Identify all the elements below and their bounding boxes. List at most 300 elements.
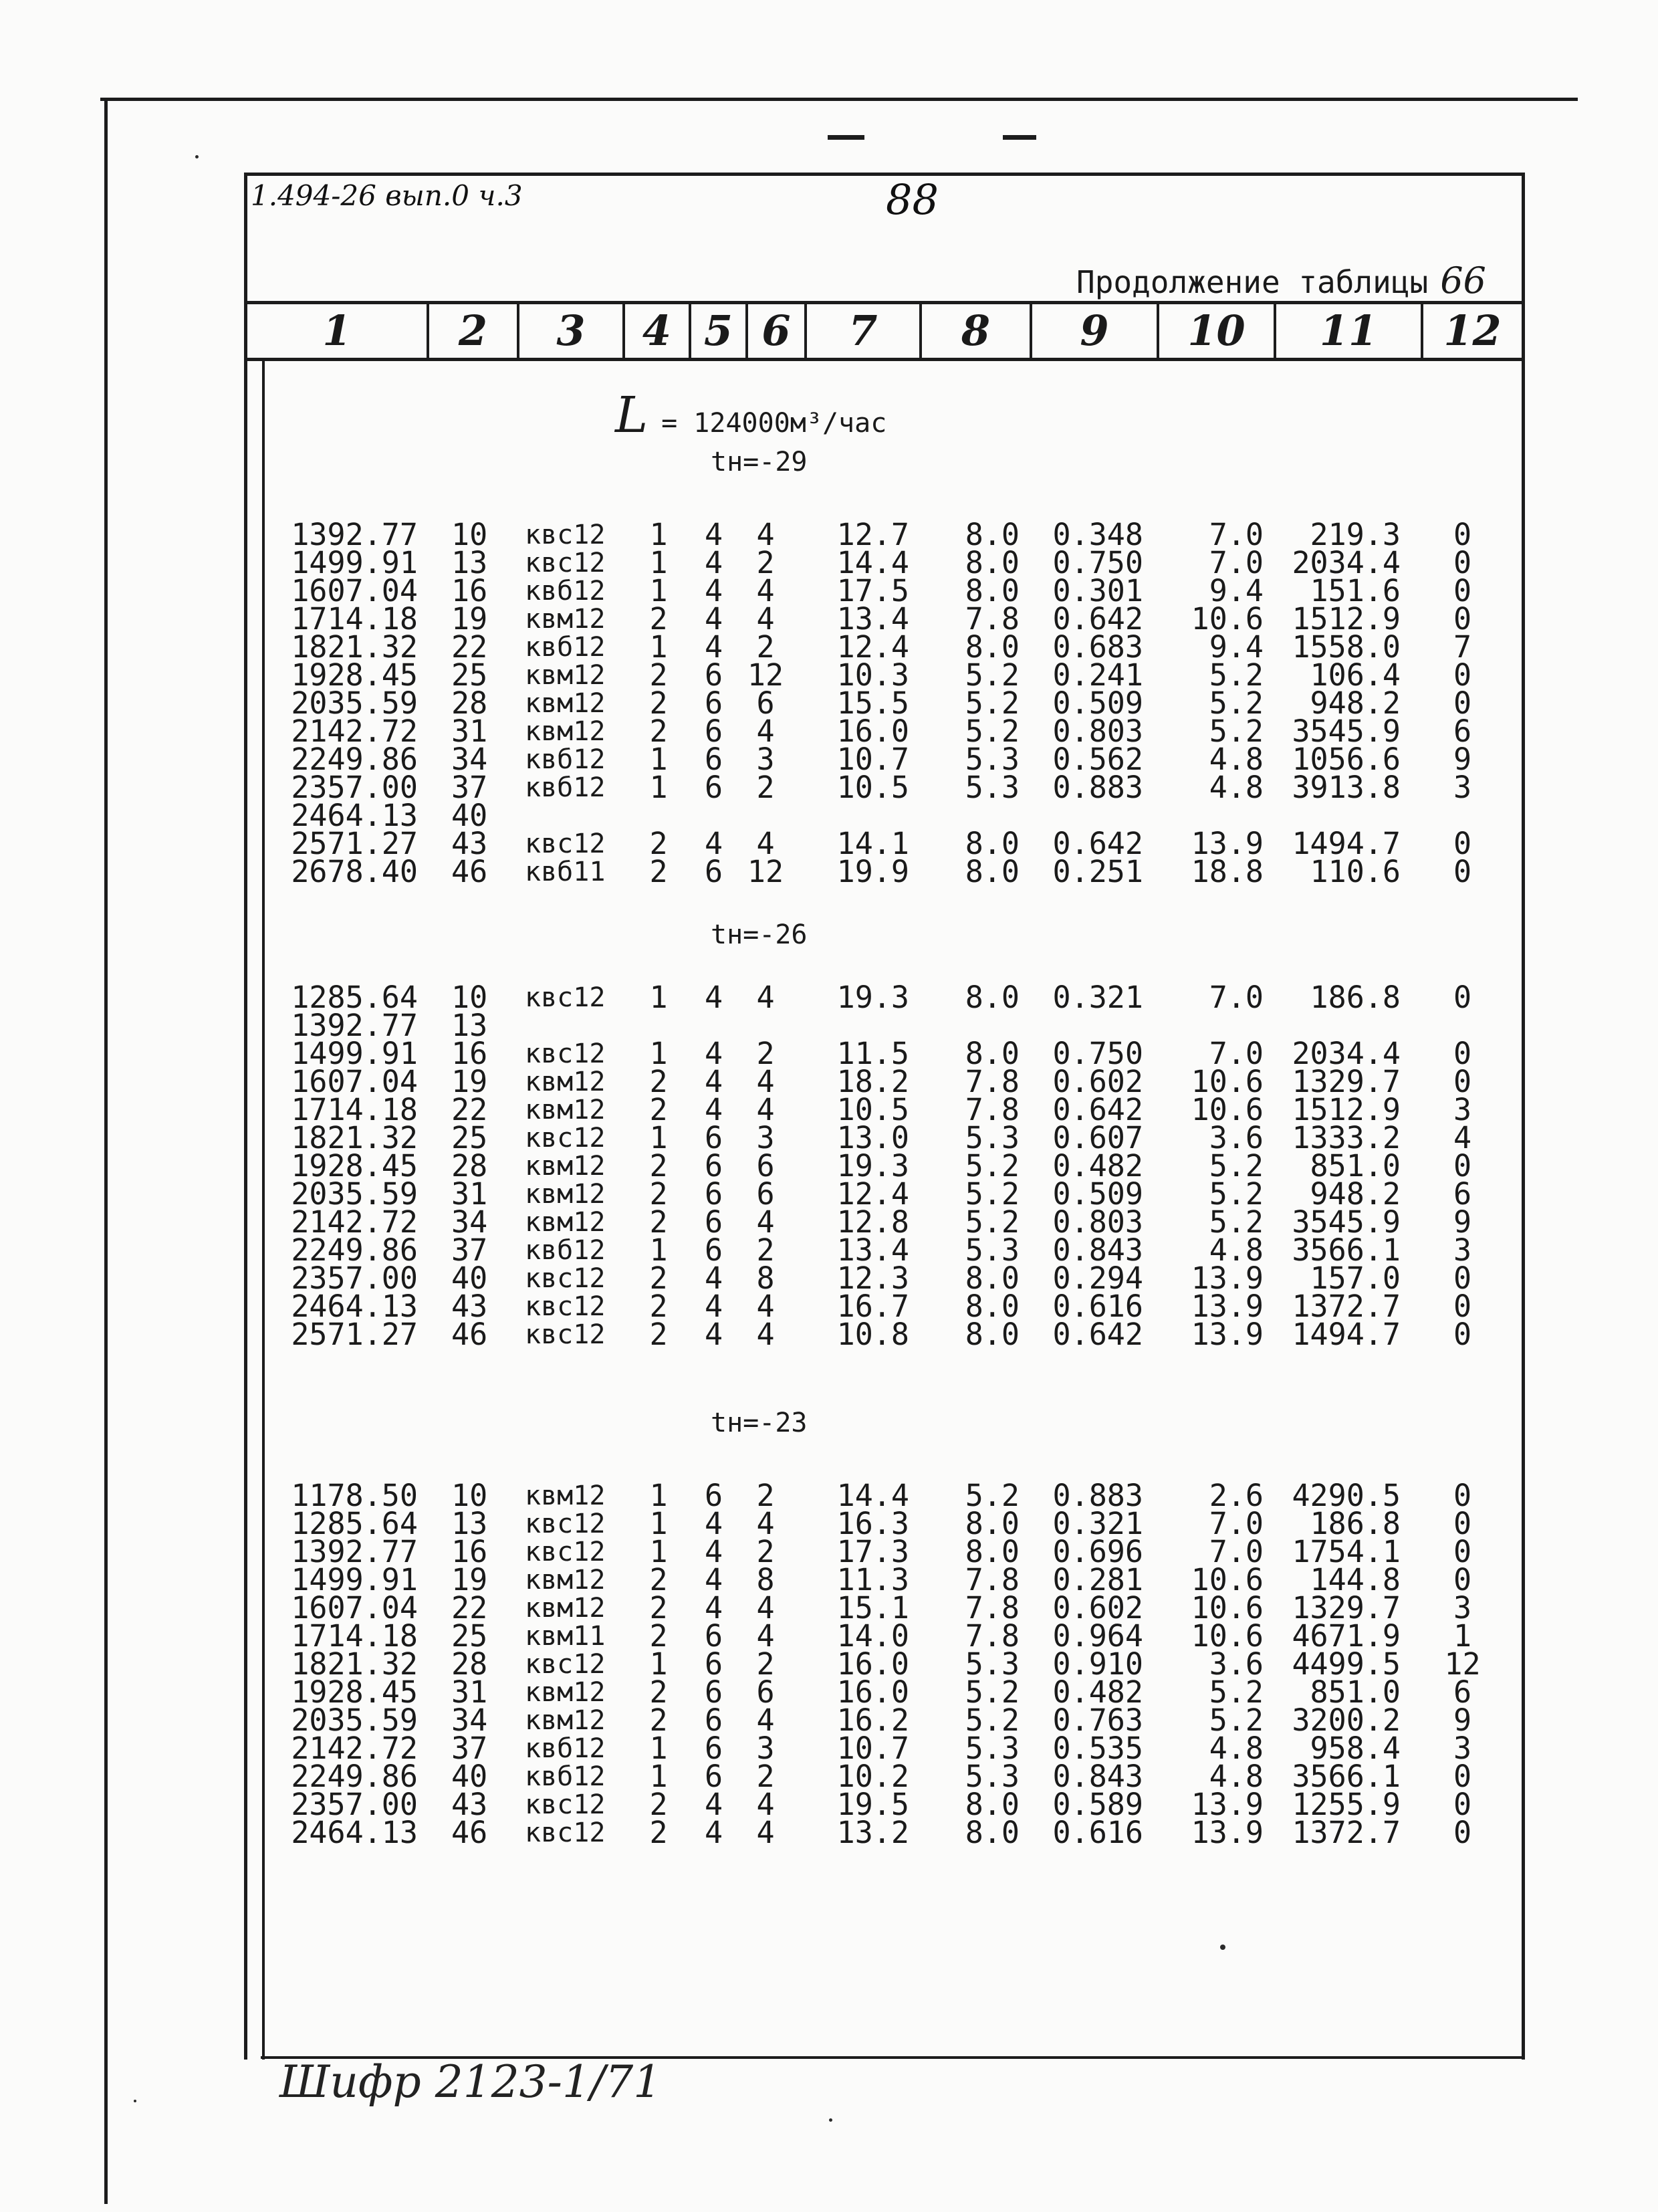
table-cell-col-3: квс12 <box>525 1123 606 1153</box>
table-cell-col-9: 0.642 <box>1052 1092 1143 1127</box>
column-header-11: 11 <box>1319 306 1378 355</box>
continuation-text: Продолжение таблицы <box>1076 264 1429 300</box>
table-cell-col-2: 34 <box>451 1204 488 1240</box>
table-cell-col-9: 0.964 <box>1052 1618 1143 1654</box>
table-cell-col-1: 1714.18 <box>291 1618 418 1654</box>
table-cell-col-8: 8.0 <box>965 573 1020 609</box>
table-cell-col-10: 10.6 <box>1191 1590 1264 1626</box>
table-cell-col-12: 0 <box>1453 685 1472 721</box>
table-cell-col-7: 14.1 <box>836 826 909 861</box>
table-cell-col-6: 3 <box>756 1731 775 1766</box>
table-cell-col-12: 6 <box>1453 1674 1472 1710</box>
table-cell-col-8: 5.2 <box>965 1148 1020 1184</box>
table-cell-col-5: 6 <box>704 1646 723 1682</box>
footer-cipher: Шифр 2123-1/71 <box>279 2056 662 2108</box>
table-cell-col-3: квм12 <box>525 660 606 691</box>
table-cell-col-10: 3.6 <box>1209 1120 1264 1155</box>
column-header-4: 4 <box>642 306 672 355</box>
table-cell-col-12: 3 <box>1453 1731 1472 1766</box>
table-cell-col-11: 3566.1 <box>1292 1759 1401 1794</box>
table-cell-col-10: 7.0 <box>1209 517 1264 552</box>
table-cell-col-6: 3 <box>756 1120 775 1155</box>
table-cell-col-5: 4 <box>704 1506 723 1541</box>
table-cell-col-11: 110.6 <box>1310 854 1401 889</box>
table-cell-col-9: 0.750 <box>1052 1036 1143 1071</box>
table-cell-col-9: 0.301 <box>1052 573 1143 609</box>
table-cell-col-2: 34 <box>451 1702 488 1738</box>
table-cell-col-11: 1255.9 <box>1292 1787 1401 1822</box>
table-cell-col-7: 17.3 <box>836 1534 909 1569</box>
table-cell-col-8: 5.3 <box>965 1646 1020 1682</box>
table-cell-col-11: 851.0 <box>1310 1148 1401 1184</box>
table-cell-col-9: 0.883 <box>1052 770 1143 805</box>
column-header-6: 6 <box>761 306 791 355</box>
table-cell-col-3: квм12 <box>525 604 606 635</box>
table-cell-col-2: 10 <box>451 980 488 1015</box>
table-cell-col-2: 37 <box>451 770 488 805</box>
table-cell-col-8: 5.3 <box>965 1759 1020 1794</box>
table-cell-col-2: 43 <box>451 826 488 861</box>
table-cell-col-6: 8 <box>756 1260 775 1296</box>
table-cell-col-11: 1512.9 <box>1292 601 1401 637</box>
table-cell-col-6: 2 <box>756 629 775 665</box>
table-cell-col-3: квс12 <box>525 982 606 1013</box>
table-cell-col-9: 0.602 <box>1052 1590 1143 1626</box>
table-cell-col-12: 0 <box>1453 1787 1472 1822</box>
table-cell-col-5: 6 <box>704 685 723 721</box>
table-cell-col-4: 1 <box>649 1478 668 1513</box>
table-cell-col-12: 0 <box>1453 1534 1472 1569</box>
table-cell-col-10: 7.0 <box>1209 980 1264 1015</box>
table-cell-col-5: 6 <box>704 1478 723 1513</box>
table-cell-col-6: 2 <box>756 545 775 580</box>
table-cell-col-9: 0.321 <box>1052 980 1143 1015</box>
table-cell-col-7: 16.7 <box>836 1289 909 1324</box>
table-cell-col-12: 9 <box>1453 742 1472 777</box>
table-cell-col-5: 6 <box>704 770 723 805</box>
table-cell-col-9: 0.589 <box>1052 1787 1143 1822</box>
table-cell-col-8: 8.0 <box>965 1036 1020 1071</box>
table-cell-col-8: 8.0 <box>965 1506 1020 1541</box>
table-cell-col-12: 0 <box>1453 1036 1472 1071</box>
table-cell-col-10: 5.2 <box>1209 1674 1264 1710</box>
page-top-rule <box>100 98 1578 101</box>
table-cell-col-10: 10.6 <box>1191 1618 1264 1654</box>
table-cell-col-11: 157.0 <box>1310 1260 1401 1296</box>
table-cell-col-2: 19 <box>451 1064 488 1099</box>
table-cell-col-11: 3913.8 <box>1292 770 1401 805</box>
table-cell-col-6: 4 <box>756 826 775 861</box>
table-cell-col-11: 1754.1 <box>1292 1534 1401 1569</box>
table-cell-col-6: 6 <box>756 685 775 721</box>
table-cell-col-12: 0 <box>1453 1759 1472 1794</box>
table-cell-col-4: 1 <box>649 1731 668 1766</box>
table-cell-col-7: 10.2 <box>836 1759 909 1794</box>
table-cell-col-6: 2 <box>756 1478 775 1513</box>
table-cell-col-2: 25 <box>451 1618 488 1654</box>
table-cell-col-3: квм12 <box>525 1095 606 1125</box>
table-cell-col-5: 6 <box>704 1204 723 1240</box>
table-cell-col-4: 2 <box>649 1260 668 1296</box>
table-cell-col-8: 8.0 <box>965 629 1020 665</box>
table-cell-col-4: 1 <box>649 1120 668 1155</box>
table-cell-col-8: 7.8 <box>965 1064 1020 1099</box>
table-cell-col-9: 0.348 <box>1052 517 1143 552</box>
table-cell-col-2: 28 <box>451 1148 488 1184</box>
table-cell-col-10: 5.2 <box>1209 1702 1264 1738</box>
table-cell-col-12: 3 <box>1453 1232 1472 1268</box>
table-cell-col-12: 6 <box>1453 1176 1472 1212</box>
table-cell-col-12: 12 <box>1444 1646 1481 1682</box>
table-cell-col-10: 13.9 <box>1191 1815 1264 1850</box>
table-cell-col-10: 9.4 <box>1209 573 1264 609</box>
table-cell-col-8: 8.0 <box>965 1815 1020 1850</box>
table-cell-col-2: 31 <box>451 1176 488 1212</box>
section-label: tн=-26 <box>711 919 808 950</box>
table-cell-col-6: 4 <box>756 1618 775 1654</box>
table-cell-col-5: 4 <box>704 980 723 1015</box>
table-cell-col-9: 0.241 <box>1052 657 1143 693</box>
table-cell-col-10: 13.9 <box>1191 1260 1264 1296</box>
table-cell-col-4: 1 <box>649 573 668 609</box>
table-cell-col-9: 0.602 <box>1052 1064 1143 1099</box>
table-cell-col-2: 43 <box>451 1787 488 1822</box>
table-cell-col-8: 7.8 <box>965 1590 1020 1626</box>
table-cell-col-7: 11.5 <box>836 1036 909 1071</box>
table-cell-col-2: 13 <box>451 1506 488 1541</box>
table-cell-col-9: 0.562 <box>1052 742 1143 777</box>
table-cell-col-9: 0.482 <box>1052 1674 1143 1710</box>
table-cell-col-8: 8.0 <box>965 1289 1020 1324</box>
table-cell-col-11: 3566.1 <box>1292 1232 1401 1268</box>
table-cell-col-2: 10 <box>451 1478 488 1513</box>
table-cell-col-8: 7.8 <box>965 1562 1020 1597</box>
table-cell-col-4: 2 <box>649 1787 668 1822</box>
table-cell-col-12: 7 <box>1453 629 1472 665</box>
table-cell-col-12: 0 <box>1453 1148 1472 1184</box>
table-cell-col-12: 0 <box>1453 1562 1472 1597</box>
table-cell-col-12: 3 <box>1453 1092 1472 1127</box>
table-cell-col-3: квм12 <box>525 1677 606 1708</box>
table-cell-col-3: квс12 <box>525 828 606 859</box>
table-cell-col-12: 4 <box>1453 1120 1472 1155</box>
table-cell-col-1: 1607.04 <box>291 573 418 609</box>
document-reference: 1.494-26 вып.0 ч.3 <box>251 179 523 212</box>
table-cell-col-1: 2464.13 <box>291 1815 418 1850</box>
table-cell-col-6: 4 <box>756 1064 775 1099</box>
table-cell-col-6: 4 <box>756 601 775 637</box>
section-label: tн=-29 <box>711 447 808 477</box>
table-cell-col-9: 0.750 <box>1052 545 1143 580</box>
table-cell-col-7: 15.5 <box>836 685 909 721</box>
column-header-9: 9 <box>1080 306 1109 355</box>
table-top-border <box>244 173 1524 176</box>
table-cell-col-1: 2249.86 <box>291 1232 418 1268</box>
table-cell-col-1: 1928.45 <box>291 1148 418 1184</box>
table-cell-col-2: 46 <box>451 1815 488 1850</box>
table-cell-col-1: 2142.72 <box>291 1731 418 1766</box>
table-cell-col-3: квм12 <box>525 1179 606 1210</box>
table-cell-col-6: 6 <box>756 1148 775 1184</box>
table-cell-col-2: 40 <box>451 1759 488 1794</box>
table-cell-col-9: 0.883 <box>1052 1478 1143 1513</box>
table-number: 66 <box>1440 259 1486 302</box>
table-cell-col-5: 6 <box>704 1618 723 1654</box>
table-cell-col-4: 2 <box>649 854 668 889</box>
table-cell-col-2: 46 <box>451 854 488 889</box>
column-header-12: 12 <box>1443 306 1502 355</box>
table-cell-col-11: 1329.7 <box>1292 1064 1401 1099</box>
table-cell-col-7: 16.3 <box>836 1506 909 1541</box>
scan-speck <box>829 2118 832 2122</box>
column-header-5: 5 <box>703 306 733 355</box>
table-cell-col-1: 2249.86 <box>291 742 418 777</box>
table-cell-col-1: 1714.18 <box>291 1092 418 1127</box>
table-cell-col-8: 5.2 <box>965 1674 1020 1710</box>
column-header-10: 10 <box>1187 306 1246 355</box>
table-cell-col-2: 16 <box>451 1534 488 1569</box>
table-cell-col-10: 18.8 <box>1191 854 1264 889</box>
table-cell-col-5: 6 <box>704 657 723 693</box>
table-cell-col-8: 5.2 <box>965 1478 1020 1513</box>
table-cell-col-9: 0.281 <box>1052 1562 1143 1597</box>
table-cell-col-4: 2 <box>649 1176 668 1212</box>
table-cell-col-8: 5.3 <box>965 1120 1020 1155</box>
table-cell-col-9: 0.803 <box>1052 1204 1143 1240</box>
table-cell-col-4: 2 <box>649 713 668 749</box>
table-cell-col-6: 3 <box>756 742 775 777</box>
table-cell-col-11: 1056.6 <box>1292 742 1401 777</box>
table-cell-col-11: 1333.2 <box>1292 1120 1401 1155</box>
table-cell-col-10: 5.2 <box>1209 1204 1264 1240</box>
table-cell-col-10: 4.8 <box>1209 1232 1264 1268</box>
table-cell-col-8: 5.3 <box>965 742 1020 777</box>
table-cell-col-11: 1512.9 <box>1292 1092 1401 1127</box>
table-cell-col-2: 37 <box>451 1232 488 1268</box>
table-cell-col-4: 2 <box>649 1702 668 1738</box>
table-cell-col-1: 2464.13 <box>291 1289 418 1324</box>
table-cell-col-8: 7.8 <box>965 601 1020 637</box>
table-cell-col-12: 0 <box>1453 657 1472 693</box>
column-header-3: 3 <box>556 306 586 355</box>
table-cell-col-7: 10.8 <box>836 1317 909 1352</box>
column-header-7: 7 <box>848 306 878 355</box>
table-cell-col-12: 3 <box>1453 770 1472 805</box>
table-cell-col-10: 13.9 <box>1191 1317 1264 1352</box>
table-cell-col-1: 2035.59 <box>291 1176 418 1212</box>
mark-dash-right <box>1003 135 1036 140</box>
table-cell-col-8: 5.3 <box>965 1232 1020 1268</box>
table-cell-col-6: 8 <box>756 1562 775 1597</box>
table-cell-col-4: 2 <box>649 1590 668 1626</box>
table-cell-col-4: 1 <box>649 1534 668 1569</box>
table-cell-col-9: 0.616 <box>1052 1289 1143 1324</box>
table-cell-col-6: 4 <box>756 1289 775 1324</box>
table-cell-col-5: 6 <box>704 1759 723 1794</box>
table-cell-col-1: 1928.45 <box>291 1674 418 1710</box>
table-cell-col-1: 1285.64 <box>291 980 418 1015</box>
table-cell-col-7: 12.8 <box>836 1204 909 1240</box>
table-cell-col-5: 4 <box>704 573 723 609</box>
table-cell-col-10: 7.0 <box>1209 1534 1264 1569</box>
table-cell-col-4: 2 <box>649 657 668 693</box>
table-cell-col-8: 5.3 <box>965 770 1020 805</box>
table-cell-col-6: 4 <box>756 573 775 609</box>
table-cell-col-5: 4 <box>704 1092 723 1127</box>
table-cell-col-11: 151.6 <box>1310 573 1401 609</box>
table-cell-col-1: 1285.64 <box>291 1506 418 1541</box>
table-cell-col-7: 13.0 <box>836 1120 909 1155</box>
table-cell-col-3: квм12 <box>525 1705 606 1736</box>
table-cell-col-1: 1392.77 <box>291 1008 418 1043</box>
table-cell-col-5: 4 <box>704 1534 723 1569</box>
table-cell-col-6: 4 <box>756 1317 775 1352</box>
table-cell-col-9: 0.509 <box>1052 685 1143 721</box>
table-cell-col-10: 4.8 <box>1209 1759 1264 1794</box>
table-cell-col-4: 2 <box>649 1148 668 1184</box>
table-right-border <box>1522 173 1525 2060</box>
table-cell-col-9: 0.251 <box>1052 854 1143 889</box>
table-cell-col-5: 4 <box>704 1064 723 1099</box>
table-cell-col-1: 1499.91 <box>291 1562 418 1597</box>
table-cell-col-2: 28 <box>451 1646 488 1682</box>
table-cell-col-3: квс12 <box>525 1319 606 1350</box>
table-cell-col-1: 2249.86 <box>291 1759 418 1794</box>
table-cell-col-6: 4 <box>756 1815 775 1850</box>
header-row-bottom-rule <box>244 358 1524 361</box>
table-cell-col-9: 0.294 <box>1052 1260 1143 1296</box>
table-cell-col-6: 4 <box>756 517 775 552</box>
table-cell-col-7: 14.0 <box>836 1618 909 1654</box>
table-cell-col-10: 5.2 <box>1209 1148 1264 1184</box>
table-cell-col-4: 2 <box>649 826 668 861</box>
table-cell-col-10: 10.6 <box>1191 1562 1264 1597</box>
table-cell-col-8: 8.0 <box>965 1260 1020 1296</box>
table-cell-col-2: 22 <box>451 629 488 665</box>
table-cell-col-5: 6 <box>704 1120 723 1155</box>
table-cell-col-3: квм12 <box>525 688 606 719</box>
table-cell-col-3: квб11 <box>525 857 606 887</box>
table-cell-col-7: 16.2 <box>836 1702 909 1738</box>
table-cell-col-7: 19.5 <box>836 1787 909 1822</box>
table-cell-col-12: 0 <box>1453 854 1472 889</box>
table-cell-col-6: 6 <box>756 1176 775 1212</box>
table-cell-col-1: 1821.32 <box>291 1120 418 1155</box>
table-cell-col-10: 10.6 <box>1191 1064 1264 1099</box>
table-cell-col-7: 14.4 <box>836 1478 909 1513</box>
table-cell-col-3: квм12 <box>525 1480 606 1511</box>
table-cell-col-7: 12.4 <box>836 1176 909 1212</box>
table-cell-col-12: 0 <box>1453 573 1472 609</box>
table-cell-col-2: 28 <box>451 685 488 721</box>
table-cell-col-5: 6 <box>704 854 723 889</box>
table-cell-col-10: 9.4 <box>1209 629 1264 665</box>
table-cell-col-1: 1714.18 <box>291 601 418 637</box>
section-label: tн=-23 <box>711 1408 808 1438</box>
table-cell-col-1: 2571.27 <box>291 826 418 861</box>
table-cell-col-3: квм12 <box>525 1067 606 1097</box>
table-cell-col-10: 13.9 <box>1191 826 1264 861</box>
scan-speck <box>134 2100 136 2102</box>
table-cell-col-8: 8.0 <box>965 854 1020 889</box>
table-cell-col-12: 0 <box>1453 980 1472 1015</box>
table-cell-col-5: 4 <box>704 1787 723 1822</box>
table-cell-col-8: 8.0 <box>965 1787 1020 1822</box>
table-cell-col-7: 12.4 <box>836 629 909 665</box>
table-cell-col-1: 2142.72 <box>291 1204 418 1240</box>
table-cell-col-10: 3.6 <box>1209 1646 1264 1682</box>
table-cell-col-4: 1 <box>649 1036 668 1071</box>
table-cell-col-10: 5.2 <box>1209 713 1264 749</box>
table-cell-col-11: 948.2 <box>1310 685 1401 721</box>
table-cell-col-8: 5.3 <box>965 1731 1020 1766</box>
table-cell-col-5: 4 <box>704 1260 723 1296</box>
table-cell-col-5: 4 <box>704 1590 723 1626</box>
table-cell-col-6: 6 <box>756 1674 775 1710</box>
table-cell-col-7: 17.5 <box>836 573 909 609</box>
table-cell-col-7: 19.3 <box>836 980 909 1015</box>
table-cell-col-1: 2035.59 <box>291 1702 418 1738</box>
table-cell-col-12: 0 <box>1453 1815 1472 1850</box>
table-cell-col-4: 1 <box>649 1232 668 1268</box>
table-cell-col-12: 3 <box>1453 1590 1472 1626</box>
table-cell-col-5: 6 <box>704 1702 723 1738</box>
table-cell-col-1: 1821.32 <box>291 629 418 665</box>
table-cell-col-11: 4499.5 <box>1292 1646 1401 1682</box>
flow-value: = 124000м³/час <box>661 408 887 439</box>
table-cell-col-1: 1821.32 <box>291 1646 418 1682</box>
table-cell-col-8: 8.0 <box>965 517 1020 552</box>
table-cell-col-4: 2 <box>649 601 668 637</box>
table-cell-col-5: 4 <box>704 517 723 552</box>
table-cell-col-3: квм11 <box>525 1621 606 1652</box>
table-cell-col-1: 1499.91 <box>291 1036 418 1071</box>
table-cell-col-4: 2 <box>649 1562 668 1597</box>
table-cell-col-9: 0.607 <box>1052 1120 1143 1155</box>
table-cell-col-5: 6 <box>704 1232 723 1268</box>
table-cell-col-10: 4.8 <box>1209 742 1264 777</box>
table-cell-col-1: 2142.72 <box>291 713 418 749</box>
table-cell-col-9: 0.509 <box>1052 1176 1143 1212</box>
table-cell-col-1: 1499.91 <box>291 545 418 580</box>
table-cell-col-9: 0.642 <box>1052 1317 1143 1352</box>
table-cell-col-12: 9 <box>1453 1204 1472 1240</box>
table-cell-col-4: 1 <box>649 980 668 1015</box>
table-cell-col-11: 219.3 <box>1310 517 1401 552</box>
table-cell-col-4: 2 <box>649 1092 668 1127</box>
table-cell-col-11: 2034.4 <box>1292 545 1401 580</box>
table-cell-col-2: 46 <box>451 1317 488 1352</box>
table-cell-col-10: 5.2 <box>1209 685 1264 721</box>
page-left-rule <box>104 98 108 2204</box>
table-cell-col-8: 8.0 <box>965 1317 1020 1352</box>
table-cell-col-6: 2 <box>756 1534 775 1569</box>
table-cell-col-1: 1607.04 <box>291 1064 418 1099</box>
table-cell-col-12: 0 <box>1453 545 1472 580</box>
table-cell-col-6: 4 <box>756 1787 775 1822</box>
table-cell-col-10: 4.8 <box>1209 1731 1264 1766</box>
table-cell-col-7: 16.0 <box>836 713 909 749</box>
table-cell-col-2: 25 <box>451 1120 488 1155</box>
table-cell-col-9: 0.642 <box>1052 826 1143 861</box>
table-cell-col-9: 0.642 <box>1052 601 1143 637</box>
table-cell-col-12: 0 <box>1453 1064 1472 1099</box>
table-cell-col-11: 1329.7 <box>1292 1590 1401 1626</box>
table-cell-col-9: 0.683 <box>1052 629 1143 665</box>
table-cell-col-4: 1 <box>649 742 668 777</box>
table-cell-col-9: 0.763 <box>1052 1702 1143 1738</box>
table-cell-col-2: 22 <box>451 1092 488 1127</box>
